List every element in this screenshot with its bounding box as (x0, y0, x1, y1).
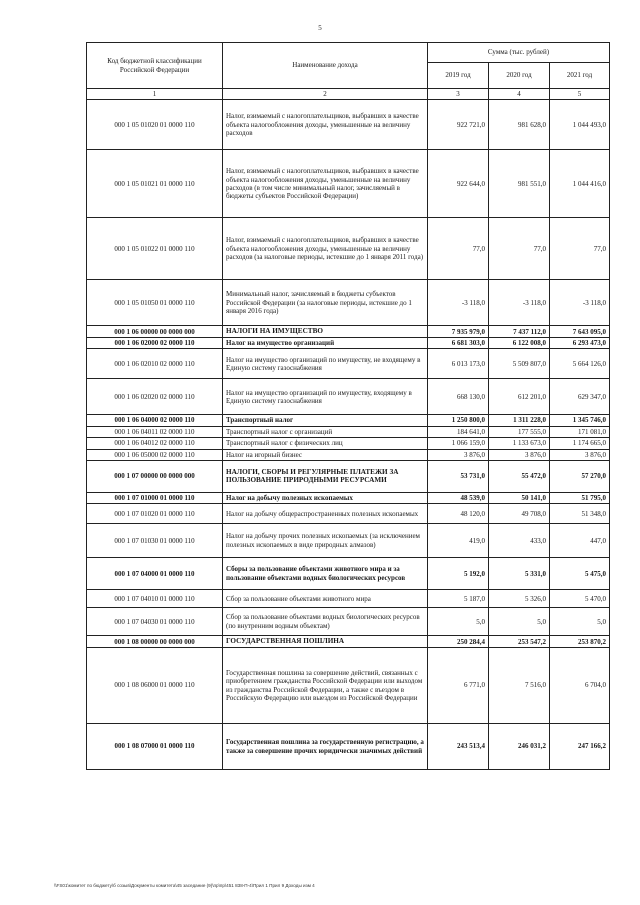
amount-2021-cell: 253 870,2 (550, 636, 610, 648)
budget-code-cell: 000 1 05 01021 01 0000 110 (87, 150, 223, 218)
header-year-2020: 2020 год (489, 63, 550, 89)
income-name-cell: ГОСУДАРСТВЕННАЯ ПОШЛИНА (223, 636, 428, 648)
revenue-table (86, 42, 610, 770)
budget-code-cell: 000 1 07 04000 01 0000 110 (87, 558, 223, 590)
income-name-cell: Сборы за пользование объектами животного мира и за пользование объектами водных биологических ресурсов (223, 558, 428, 590)
budget-code-cell: 000 1 07 01000 01 0000 110 (87, 492, 223, 503)
header-year-2019: 2019 год (428, 63, 489, 89)
table-row (87, 608, 610, 636)
col-number: 2 (223, 89, 428, 100)
budget-code-cell: 000 1 06 04012 02 0000 110 (87, 438, 223, 449)
page-number: 5 (318, 24, 322, 32)
income-name-cell: Налог на имущество организаций по имуществу, входящему в Единую систему газоснабжения (223, 379, 428, 415)
income-name-cell: Налог, взимаемый с налогоплательщиков, выбравших в качестве объекта налогообложения доходы, уменьшенные на величину расходов (за налоговые периоды, истекшие до 1 января 2011 года) (223, 218, 428, 280)
header-sum: Сумма (тыс. рублей) (428, 43, 610, 63)
col-number: 5 (550, 89, 610, 100)
income-name-cell: Государственная пошлина за государственную регистрацию, а также за совершение прочих юридически значимых действий (223, 724, 428, 770)
amount-2019-cell: 5 192,0 (428, 558, 489, 590)
amount-2019-cell: 922 644,0 (428, 150, 489, 218)
amount-2021-cell: 6 704,0 (550, 648, 610, 724)
table-row (87, 524, 610, 558)
income-name-cell: Налог, взимаемый с налогоплательщиков, выбравших в качестве объекта налогообложения доходы, уменьшенные на величину расходов (в том числе минимальный налог, зачисляемый в бюджеты субъектов Российской Федерации) (223, 150, 428, 218)
budget-code-cell: 000 1 08 00000 00 0000 000 (87, 636, 223, 648)
col-number: 4 (489, 89, 550, 100)
budget-code-cell: 000 1 06 00000 00 0000 000 (87, 326, 223, 338)
amount-2021-cell: 5,0 (550, 608, 610, 636)
amount-2020-cell: -3 118,0 (489, 280, 550, 326)
amount-2019-cell: 6 681 303,0 (428, 338, 489, 349)
table-row (87, 504, 610, 524)
table-row (87, 724, 610, 770)
table-row (87, 438, 610, 449)
budget-code-cell: 000 1 07 00000 00 0000 000 (87, 460, 223, 492)
budget-code-cell: 000 1 05 01050 01 0000 110 (87, 280, 223, 326)
budget-code-cell: 000 1 06 04000 02 0000 110 (87, 415, 223, 426)
amount-2021-cell: 51 795,0 (550, 492, 610, 503)
income-name-cell: Транспортный налог с физических лиц (223, 438, 428, 449)
amount-2019-cell: 184 641,0 (428, 426, 489, 437)
income-name-cell: Налог на игорный бизнес (223, 449, 428, 460)
table-row (87, 426, 610, 437)
col-number: 1 (87, 89, 223, 100)
amount-2021-cell: 247 166,2 (550, 724, 610, 770)
amount-2020-cell: 433,0 (489, 524, 550, 558)
budget-code-cell: 000 1 08 06000 01 0000 110 (87, 648, 223, 724)
amount-2019-cell: 250 284,4 (428, 636, 489, 648)
budget-code-cell: 000 1 06 04011 02 0000 110 (87, 426, 223, 437)
income-name-cell: Сбор за пользование объектами водных биологических ресурсов (по внутренним водным объектам) (223, 608, 428, 636)
amount-2019-cell: 48 539,0 (428, 492, 489, 503)
income-name-cell: Налог, взимаемый с налогоплательщиков, выбравших в качестве объекта налогообложения доходы, уменьшенные на величину расходов (223, 100, 428, 150)
income-name-cell: Налог на имущество организаций (223, 338, 428, 349)
header-name: Наименование дохода (223, 43, 428, 89)
amount-2021-cell: 447,0 (550, 524, 610, 558)
table-row (87, 590, 610, 608)
budget-code-cell: 000 1 06 02000 02 0000 110 (87, 338, 223, 349)
amount-2021-cell: 629 347,0 (550, 379, 610, 415)
income-name-cell: Налог на имущество организаций по имуществу, не входящему в Единую систему газоснабжения (223, 349, 428, 379)
income-name-cell: Сбор за пользование объектами животного мира (223, 590, 428, 608)
amount-2021-cell: 171 081,0 (550, 426, 610, 437)
table-row (87, 648, 610, 724)
amount-2019-cell: -3 118,0 (428, 280, 489, 326)
amount-2021-cell: 6 293 473,0 (550, 338, 610, 349)
amount-2020-cell: 253 547,2 (489, 636, 550, 648)
file-path-footer: \\FS01\комитет по бюджету\б созыв\Документы комитета\45 заседание (9)\пр\пр\451 838-П-4\Прил 1 Прил 9 Доходы изм 4 (54, 883, 315, 888)
table-row (87, 492, 610, 503)
header-code: Код бюджетной классификации Российской Федерации (87, 43, 223, 89)
budget-code-cell: 000 1 07 04010 01 0000 110 (87, 590, 223, 608)
budget-code-cell: 000 1 07 01030 01 0000 110 (87, 524, 223, 558)
amount-2019-cell: 6 013 173,0 (428, 349, 489, 379)
amount-2021-cell: 3 876,0 (550, 449, 610, 460)
amount-2020-cell: 7 516,0 (489, 648, 550, 724)
table-row (87, 558, 610, 590)
income-name-cell: Налог на добычу общераспространенных полезных ископаемых (223, 504, 428, 524)
amount-2021-cell: 51 348,0 (550, 504, 610, 524)
amount-2019-cell: 53 731,0 (428, 460, 489, 492)
amount-2020-cell: 981 628,0 (489, 100, 550, 150)
amount-2021-cell: 5 664 126,0 (550, 349, 610, 379)
amount-2019-cell: 668 130,0 (428, 379, 489, 415)
budget-code-cell: 000 1 08 07000 01 0000 110 (87, 724, 223, 770)
amount-2019-cell: 922 721,0 (428, 100, 489, 150)
amount-2020-cell: 77,0 (489, 218, 550, 280)
amount-2020-cell: 246 031,2 (489, 724, 550, 770)
amount-2021-cell: 1 044 493,0 (550, 100, 610, 150)
amount-2019-cell: 3 876,0 (428, 449, 489, 460)
amount-2021-cell: 77,0 (550, 218, 610, 280)
amount-2020-cell: 177 555,0 (489, 426, 550, 437)
table-row (87, 460, 610, 492)
amount-2021-cell: 1 044 416,0 (550, 150, 610, 218)
table-row (87, 218, 610, 280)
table-row (87, 449, 610, 460)
amount-2021-cell: 1 174 665,0 (550, 438, 610, 449)
amount-2021-cell: 5 475,0 (550, 558, 610, 590)
amount-2019-cell: 5 187,0 (428, 590, 489, 608)
amount-2019-cell: 77,0 (428, 218, 489, 280)
budget-code-cell: 000 1 05 01022 01 0000 110 (87, 218, 223, 280)
table-row (87, 326, 610, 338)
amount-2021-cell: -3 118,0 (550, 280, 610, 326)
income-name-cell: НАЛОГИ НА ИМУЩЕСТВО (223, 326, 428, 338)
budget-code-cell: 000 1 07 04030 01 0000 110 (87, 608, 223, 636)
amount-2019-cell: 243 513,4 (428, 724, 489, 770)
table-row (87, 379, 610, 415)
budget-code-cell: 000 1 07 01020 01 0000 110 (87, 504, 223, 524)
income-name-cell: Транспортный налог с организаций (223, 426, 428, 437)
amount-2020-cell: 3 876,0 (489, 449, 550, 460)
amount-2019-cell: 48 120,0 (428, 504, 489, 524)
budget-code-cell: 000 1 06 02020 02 0000 110 (87, 379, 223, 415)
table-row (87, 349, 610, 379)
table-row (87, 100, 610, 150)
income-name-cell: Государственная пошлина за совершение действий, связанных с приобретением гражданства Российской Федерации или выходом из гражданства Российской Федерации, а также с въездом в Российскую Федерацию или выездом из Российской Федерации (223, 648, 428, 724)
amount-2020-cell: 612 201,0 (489, 379, 550, 415)
amount-2020-cell: 7 437 112,0 (489, 326, 550, 338)
amount-2020-cell: 1 311 228,0 (489, 415, 550, 426)
table-row (87, 280, 610, 326)
amount-2021-cell: 57 270,0 (550, 460, 610, 492)
amount-2020-cell: 6 122 008,0 (489, 338, 550, 349)
amount-2019-cell: 1 250 800,0 (428, 415, 489, 426)
budget-code-cell: 000 1 05 01020 01 0000 110 (87, 100, 223, 150)
amount-2020-cell: 50 141,0 (489, 492, 550, 503)
table-row (87, 636, 610, 648)
table-row (87, 415, 610, 426)
amount-2019-cell: 5,0 (428, 608, 489, 636)
amount-2020-cell: 55 472,0 (489, 460, 550, 492)
income-name-cell: Транспортный налог (223, 415, 428, 426)
amount-2020-cell: 5,0 (489, 608, 550, 636)
amount-2020-cell: 5 331,0 (489, 558, 550, 590)
income-name-cell: НАЛОГИ, СБОРЫ И РЕГУЛЯРНЫЕ ПЛАТЕЖИ ЗА ПОЛЬЗОВАНИЕ ПРИРОДНЫМИ РЕСУРСАМИ (223, 460, 428, 492)
budget-code-cell: 000 1 06 02010 02 0000 110 (87, 349, 223, 379)
income-name-cell: Налог на добычу прочих полезных ископаемых (за исключением полезных ископаемых в виде природных алмазов) (223, 524, 428, 558)
amount-2020-cell: 981 551,0 (489, 150, 550, 218)
income-name-cell: Минимальный налог, зачисляемый в бюджеты субъектов Российской Федерации (за налоговые периоды, истекшие до 1 января 2016 года) (223, 280, 428, 326)
table-body (87, 100, 610, 770)
header-year-2021: 2021 год (550, 63, 610, 89)
amount-2020-cell: 1 133 673,0 (489, 438, 550, 449)
amount-2019-cell: 7 935 979,0 (428, 326, 489, 338)
amount-2019-cell: 1 066 159,0 (428, 438, 489, 449)
amount-2019-cell: 6 771,0 (428, 648, 489, 724)
col-number: 3 (428, 89, 489, 100)
amount-2021-cell: 1 345 746,0 (550, 415, 610, 426)
table-row (87, 338, 610, 349)
amount-2020-cell: 5 326,0 (489, 590, 550, 608)
amount-2020-cell: 5 509 807,0 (489, 349, 550, 379)
amount-2021-cell: 7 643 095,0 (550, 326, 610, 338)
amount-2020-cell: 49 708,0 (489, 504, 550, 524)
income-name-cell: Налог на добычу полезных ископаемых (223, 492, 428, 503)
amount-2019-cell: 419,0 (428, 524, 489, 558)
table-row (87, 150, 610, 218)
amount-2021-cell: 5 470,0 (550, 590, 610, 608)
budget-code-cell: 000 1 06 05000 02 0000 110 (87, 449, 223, 460)
